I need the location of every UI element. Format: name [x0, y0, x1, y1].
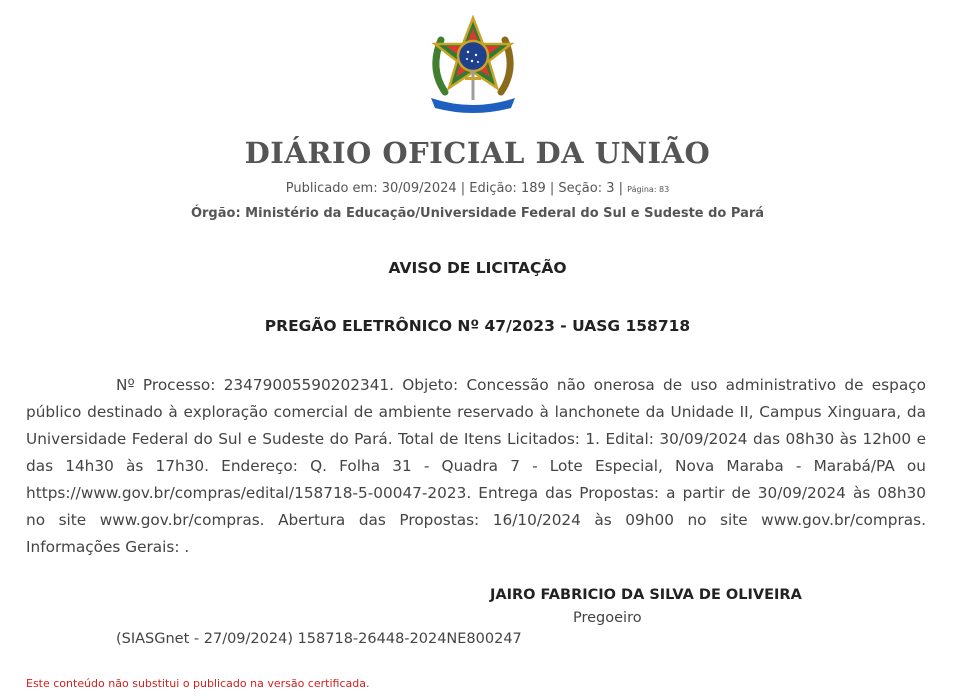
- document-heading: AVISO DE LICITAÇÃO: [388, 259, 567, 277]
- publication-title: DIÁRIO OFICIAL DA UNIÃO: [244, 136, 711, 170]
- publication-info: [0, 181, 955, 196]
- siasg-reference: (SIASGnet - 27/09/2024) 158718-26448-2024NE800247: [116, 631, 522, 647]
- document-subheading: PREGÃO ELETRÔNICO Nº 47/2023 - UASG 158718: [264, 317, 691, 335]
- orgao-line: Órgão: Ministério da Educação/Universidade Federal do Sul e Sudeste do Pará: [190, 206, 765, 221]
- published-label: Publicado em: 30/09/2024 | Edição: 189 | Seção: 3 |: [285, 181, 624, 196]
- signer-name: JAIRO FABRICIO DA SILVA DE OLIVEIRA: [490, 587, 802, 603]
- signer-role: Pregoeiro: [573, 610, 642, 626]
- page-label: Página: 83: [627, 185, 670, 194]
- certification-disclaimer: Este conteúdo não substitui o publicado na versão certificada.: [26, 677, 370, 690]
- brazil-coat-of-arms-icon: [423, 14, 523, 114]
- document-body: Nº Processo: 23479005590202341. Objeto: Concessão não onerosa de uso administrativo de espaço público destinado à exploração comercial de ambiente reservado à lanchonete da Unidade II, Campus Xinguara, da Universidade Federal do Sul e Sudeste do Pará. Total de Itens Licitados: 1. Edital: 30/09/2024 das 08h30 às 12h00 e das 14h30 às 17h30. Endereço: Q. Folha 31 - Quadra 7 - Lote Especial, Nova Maraba - Marabá/PA ou https://www.gov.br/compras/edital/158718-5-00047-2023. Entrega das Propostas: a partir de 30/09/2024 às 08h30 no site www.gov.br/compras. Abertura das Propostas: 16/10/2024 às 09h00 no site www.gov.br/compras. Informações Gerais: .: [26, 376, 926, 556]
